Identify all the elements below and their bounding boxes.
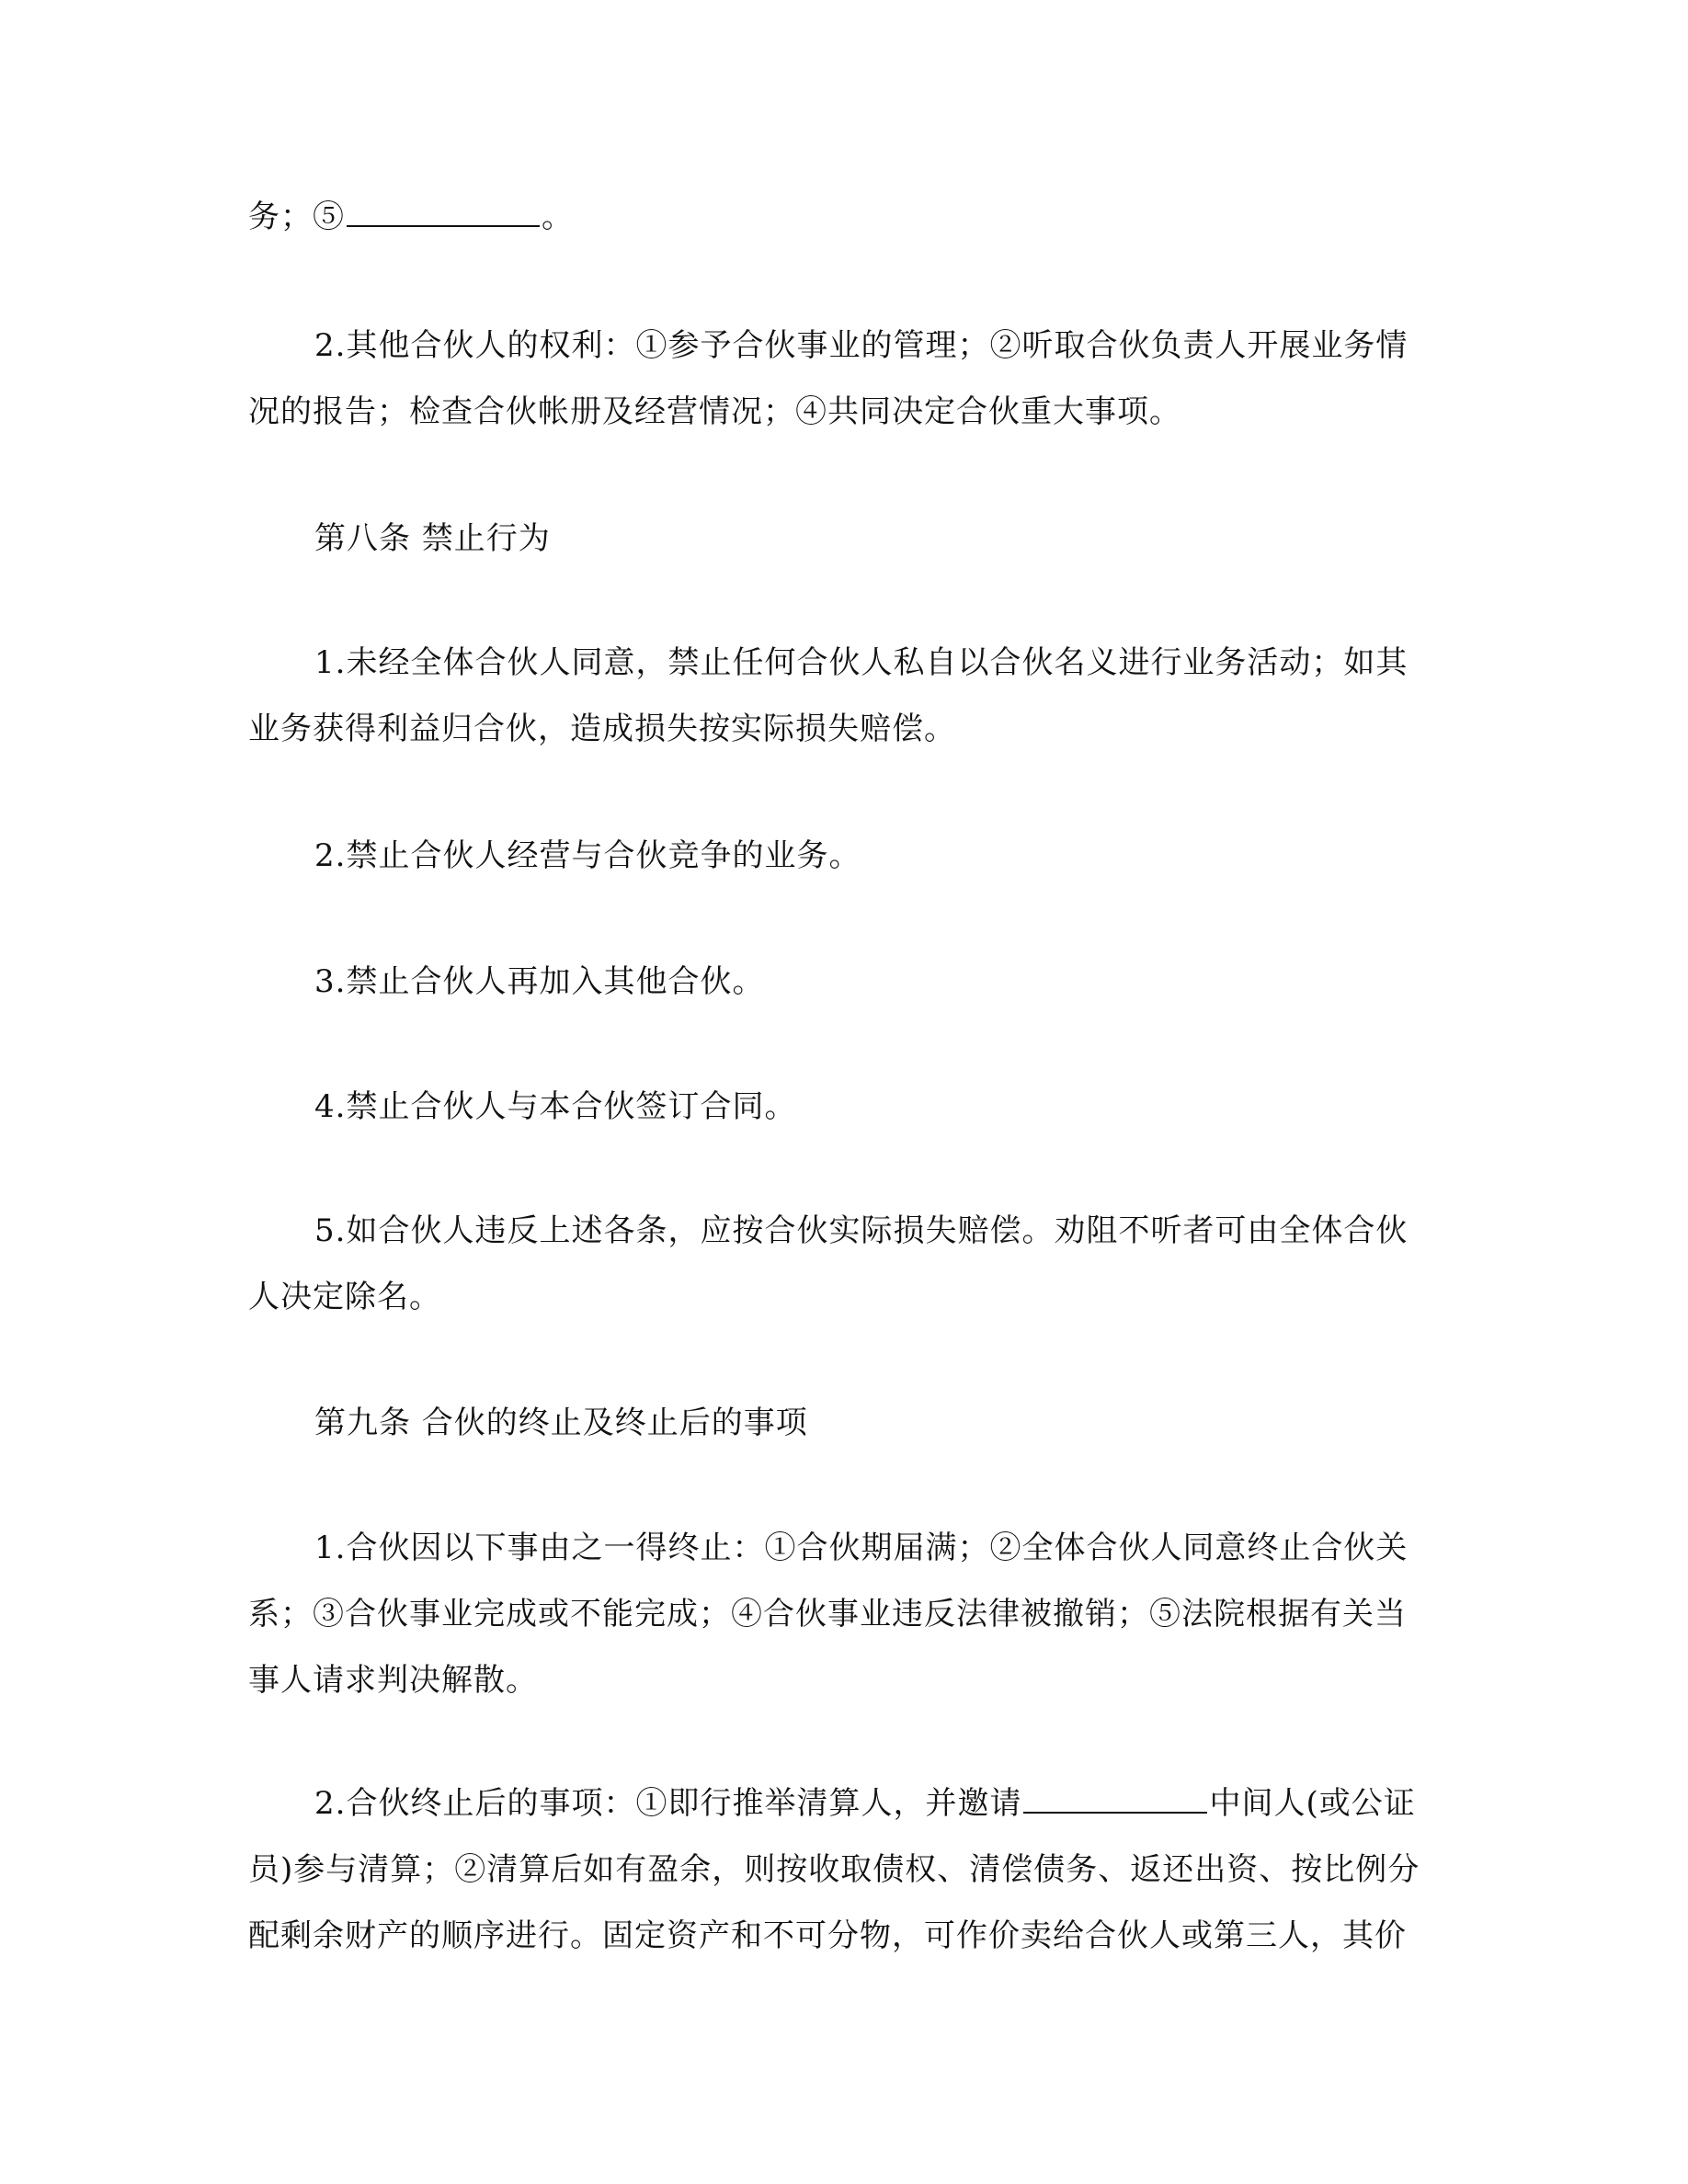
text-line: 1.合伙因以下事由之一得终止：①合伙期届满；②全体合伙人同意终止合伙关 [314, 1530, 1409, 1566]
text-line: 事人请求判决解散。 [248, 1662, 538, 1699]
paragraph-continuation [248, 184, 1434, 250]
text-line: 5.如合伙人违反上述各条，应按合伙实际损失赔偿。劝阻不听者可由全体合伙 [314, 1212, 1409, 1249]
paragraph-post-termination [248, 1770, 1434, 1969]
paragraph-prohibition-3: 3.禁止合伙人再加入其他合伙。 [314, 963, 765, 1000]
article-8-heading: 第八条 禁止行为 [314, 520, 551, 557]
fill-in-blank[interactable] [1023, 1784, 1207, 1814]
article-9-heading: 第九条 合伙的终止及终止后的事项 [314, 1405, 808, 1441]
text-line: 配剩余财产的顺序进行。固定资产和不可分物，可作价卖给合伙人或第三人，其价 [248, 1917, 1407, 1954]
text-fragment: 务；⑤ [248, 199, 345, 235]
paragraph-prohibition-5 [248, 1198, 1434, 1330]
paragraph-other-partners-rights [248, 313, 1434, 445]
paragraph-prohibition-4: 4.禁止合伙人与本合伙签订合同。 [314, 1088, 797, 1125]
text-fragment: 中间人(或公证 [1209, 1785, 1416, 1822]
paragraph-termination-causes [248, 1515, 1434, 1713]
text-line: 2.其他合伙人的权利：①参予合伙事业的管理；②听取合伙负责人开展业务情 [314, 327, 1409, 364]
paragraph-prohibition-2: 2.禁止合伙人经营与合伙竞争的业务。 [314, 837, 861, 874]
text-line [248, 1770, 1434, 1837]
text-line: 业务获得利益归合伙，造成损失按实际损失赔偿。 [248, 711, 956, 747]
fill-in-blank[interactable] [347, 198, 540, 227]
text-line: 况的报告；检查合伙帐册及经营情况；④共同决定合伙重大事项。 [248, 393, 1181, 430]
text-line: 员)参与清算；②清算后如有盈余，则按收取债权、清偿债务、返还出资、按比例分 [248, 1851, 1420, 1888]
paragraph-prohibition-1 [248, 630, 1434, 762]
text-line: 1.未经全体合伙人同意，禁止任何合伙人私自以合伙名义进行业务活动；如其 [314, 644, 1409, 681]
text-fragment: 。 [542, 199, 574, 235]
text-line: 系；③合伙事业完成或不能完成；④合伙事业违反法律被撤销；⑤法院根据有关当 [248, 1596, 1407, 1632]
text-fragment: 2.合伙终止后的事项：①即行推举清算人，并邀请 [314, 1785, 1022, 1822]
text-line: 人决定除名。 [248, 1279, 441, 1315]
